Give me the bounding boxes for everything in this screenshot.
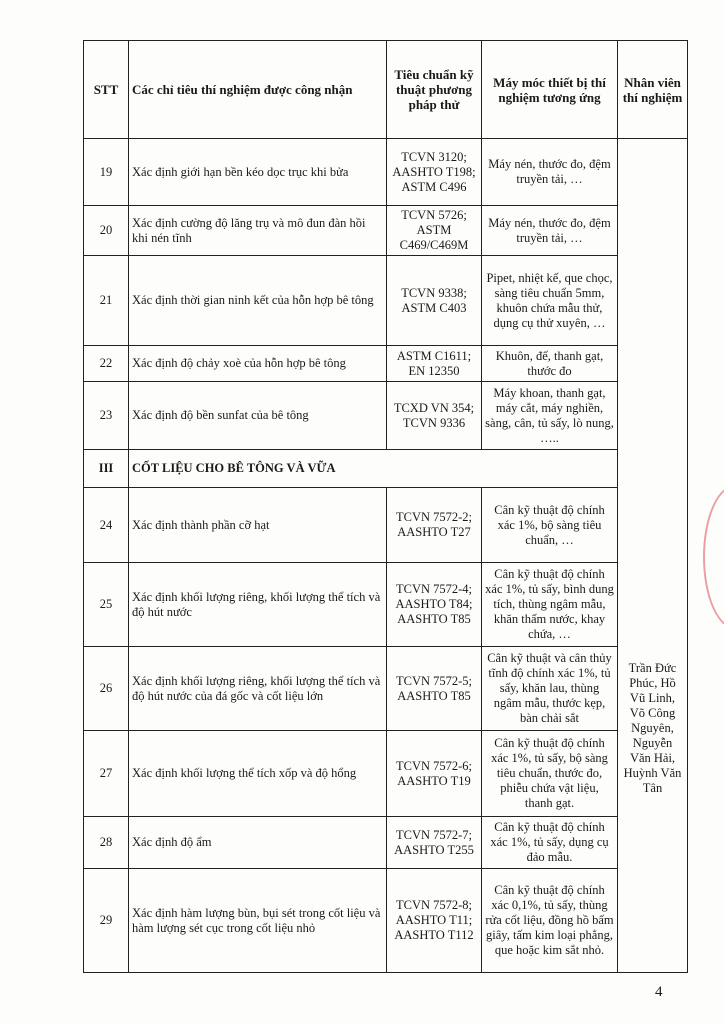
row-indicator: Xác định độ chảy xoè của hỗn hợp bê tông — [129, 346, 387, 382]
row-indicator: Xác định độ bền sunfat của bê tông — [129, 382, 387, 450]
header-standard: Tiêu chuẩn kỹ thuật phương pháp thử — [387, 41, 482, 139]
section-title: CỐT LIỆU CHO BÊ TÔNG VÀ VỮA — [129, 450, 618, 488]
header-row — [84, 41, 688, 139]
row-indicator: Xác định thành phần cỡ hạt — [129, 488, 387, 563]
table-row — [84, 817, 688, 869]
row-stt: 26 — [84, 647, 129, 731]
row-stt: 20 — [84, 206, 129, 256]
section-number: III — [84, 450, 129, 488]
header-staff: Nhân viên thí nghiệm — [618, 41, 688, 139]
row-equipment: Máy khoan, thanh gạt, máy cắt, máy nghiền, sàng, cân, tủ sấy, lò nung, ….. — [482, 382, 618, 450]
section-row — [84, 450, 688, 488]
row-indicator: Xác định hàm lượng bùn, bụi sét trong cốt liệu và hàm lượng sét cục trong cốt liệu nhỏ — [129, 869, 387, 973]
row-standard: ASTM C1611; EN 12350 — [387, 346, 482, 382]
row-equipment: Máy nén, thước đo, đệm truyền tải, … — [482, 139, 618, 206]
row-indicator: Xác định thời gian ninh kết của hỗn hợp bê tông — [129, 256, 387, 346]
table-row — [84, 563, 688, 647]
page-number: 4 — [655, 984, 663, 1000]
row-standard: TCVN 7572-7; AASHTO T255 — [387, 817, 482, 869]
row-stt: 22 — [84, 346, 129, 382]
header-indicator: Các chỉ tiêu thí nghiệm được công nhận — [129, 41, 387, 139]
row-stt: 23 — [84, 382, 129, 450]
row-equipment: Khuôn, đế, thanh gạt, thước đo — [482, 346, 618, 382]
table-row — [84, 382, 688, 450]
header-stt: STT — [84, 41, 129, 139]
row-stt: 19 — [84, 139, 129, 206]
table-row — [84, 488, 688, 563]
row-equipment: Pipet, nhiệt kế, que chọc, sàng tiêu chuẩn 5mm, khuôn chứa mẫu thử, dụng cụ thử xuyên, … — [482, 256, 618, 346]
row-standard: TCVN 9338; ASTM C403 — [387, 256, 482, 346]
row-indicator: Xác định khối lượng thể tích xốp và độ hổng — [129, 731, 387, 817]
table-row — [84, 206, 688, 256]
row-equipment: Cân kỹ thuật độ chính xác 1%, tủ sấy, bộ sàng tiêu chuẩn, thước đo, phiễu chứa vật liệu, thanh gạt. — [482, 731, 618, 817]
row-standard: TCVN 5726; ASTM C469/C469M — [387, 206, 482, 256]
row-stt: 27 — [84, 731, 129, 817]
row-stt: 21 — [84, 256, 129, 346]
row-equipment: Cân kỹ thuật độ chính xác 1%, tủ sấy, bình dung tích, thùng ngâm mẫu, khăn thấm nước, khay chứa, … — [482, 563, 618, 647]
test-indicators-table — [83, 40, 688, 973]
row-standard: TCVN 7572-2; AASHTO T27 — [387, 488, 482, 563]
row-equipment: Cân kỹ thuật độ chính xác 1%, tủ sấy, dụng cụ đảo mẫu. — [482, 817, 618, 869]
row-equipment: Máy nén, thước đo, đệm truyền tải, … — [482, 206, 618, 256]
staff-cell: Trần Đức Phúc, Hồ Vũ Linh, Võ Công Nguyên, Nguyễn Văn Hải, Huỳnh Văn Tân — [618, 139, 688, 973]
red-stamp-mark — [703, 485, 724, 629]
row-indicator: Xác định cường độ lăng trụ và mô đun đàn hồi khi nén tĩnh — [129, 206, 387, 256]
row-standard: TCXD VN 354; TCVN 9336 — [387, 382, 482, 450]
row-stt: 29 — [84, 869, 129, 973]
table-row — [84, 346, 688, 382]
row-stt: 24 — [84, 488, 129, 563]
header-equipment: Máy móc thiết bị thí nghiệm tương ứng — [482, 41, 618, 139]
row-standard: TCVN 7572-5; AASHTO T85 — [387, 647, 482, 731]
row-stt: 28 — [84, 817, 129, 869]
table-row — [84, 256, 688, 346]
row-standard: TCVN 7572-4; AASHTO T84; AASHTO T85 — [387, 563, 482, 647]
row-indicator: Xác định khối lượng riêng, khối lượng thể tích và độ hút nước của đá gốc và cốt liệu lớn — [129, 647, 387, 731]
row-stt: 25 — [84, 563, 129, 647]
row-standard: TCVN 7572-6; AASHTO T19 — [387, 731, 482, 817]
row-equipment: Cân kỹ thuật độ chính xác 0,1%, tủ sấy, thùng rửa cốt liệu, đồng hồ bấm giây, tấm kim loại phẳng, que hoặc kim sắt nhỏ. — [482, 869, 618, 973]
row-indicator: Xác định giới hạn bền kéo dọc trục khi bửa — [129, 139, 387, 206]
row-standard: TCVN 7572-8; AASHTO T11; AASHTO T112 — [387, 869, 482, 973]
row-indicator: Xác định khối lượng riêng, khối lượng thể tích và độ hút nước — [129, 563, 387, 647]
table-row — [84, 731, 688, 817]
row-equipment: Cân kỹ thuật và cân thủy tĩnh độ chính xác 1%, tủ sấy, khăn lau, thùng ngâm mẫu, thước kẹp, bàn chải sắt — [482, 647, 618, 731]
row-indicator: Xác định độ ẩm — [129, 817, 387, 869]
table-row — [84, 139, 688, 206]
table-row — [84, 647, 688, 731]
row-equipment: Cân kỹ thuật độ chính xác 1%, bộ sàng tiêu chuẩn, … — [482, 488, 618, 563]
row-standard: TCVN 3120; AASHTO T198; ASTM C496 — [387, 139, 482, 206]
table-row — [84, 869, 688, 973]
